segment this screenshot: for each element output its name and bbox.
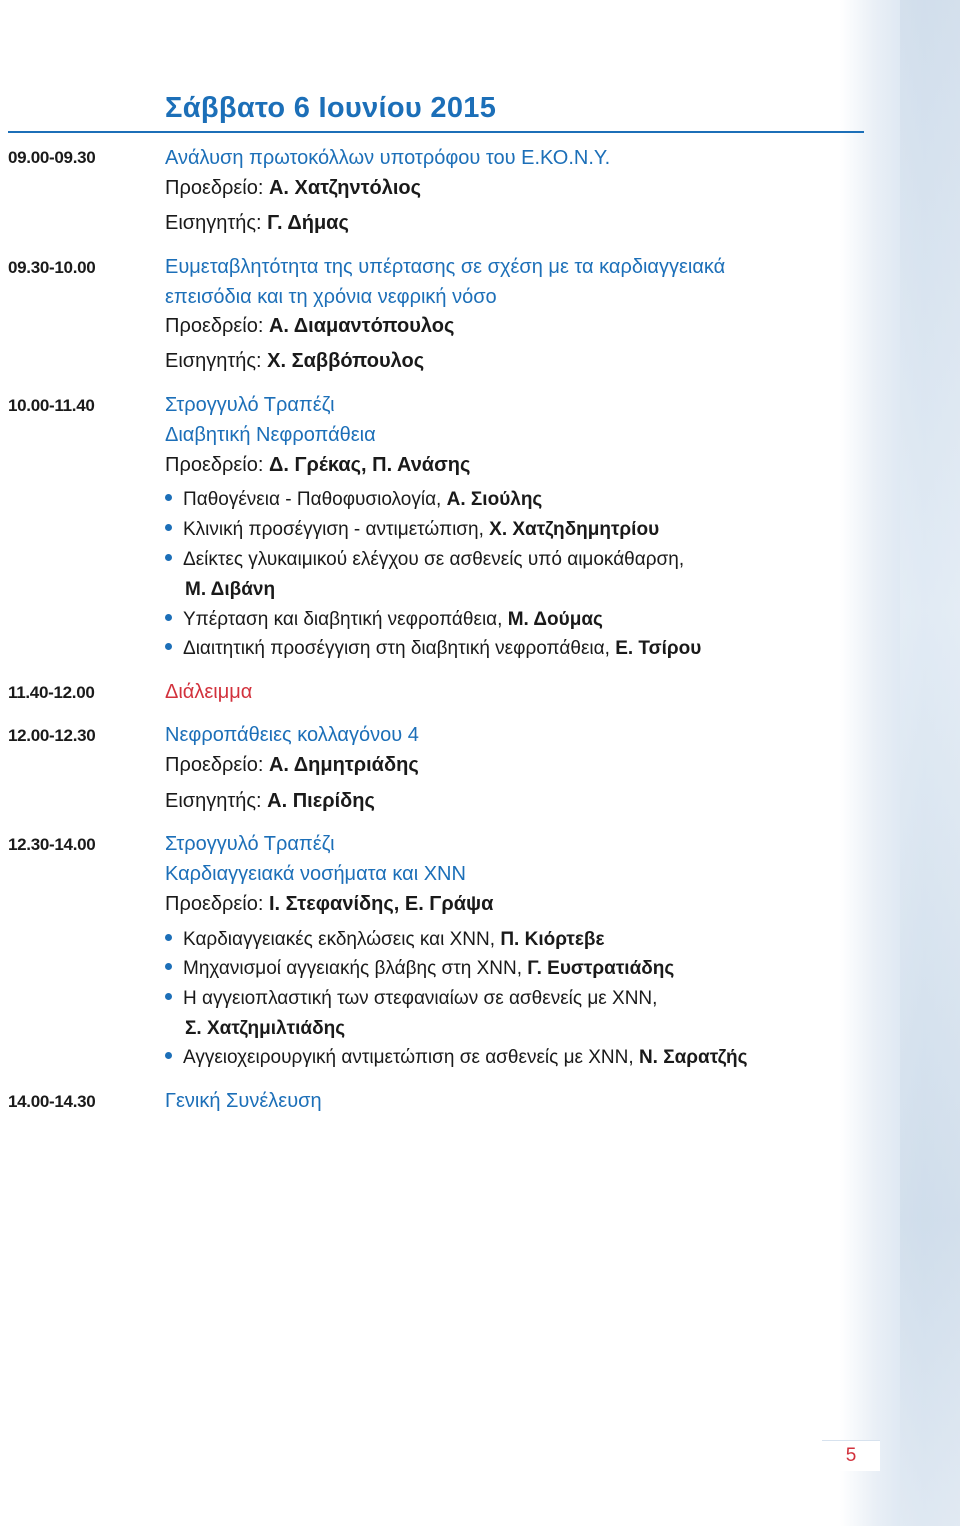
talk-topic: Διαιτητική προσέγγιση στη διαβητική νεφροπάθεια, [183, 638, 616, 659]
talk-topic: Η αγγειοπλαστική των στεφανιαίων σε ασθενείς με ΧΝΝ, [183, 988, 658, 1009]
speaker-name: Χ. Σαββόπουλος [267, 350, 425, 372]
session-title: Στρογγυλό Τραπέζι [165, 833, 335, 855]
speaker-name: Α. Πιερίδης [267, 790, 375, 812]
bullet-icon [165, 614, 172, 621]
talk-speaker: Χ. Χατζηδημητρίου [489, 519, 660, 540]
bullet-icon [165, 494, 172, 501]
chair-names: Δ. Γρέκας, Π. Ανάσης [268, 454, 471, 476]
bullet-icon [165, 1052, 172, 1059]
talk-speaker: Α. Σιούλης [446, 489, 543, 510]
talk-speaker: Σ. Χατζημιλτιάδης [185, 1018, 346, 1039]
session-time: 11.40-12.00 [8, 683, 95, 702]
chair-label: Προεδρείο: [165, 754, 269, 776]
session-title-line-2: επεισόδια και τη χρόνια νεφρική νόσο [165, 286, 497, 308]
talk-speaker: Μ. Διβάνη [185, 579, 276, 600]
talk-item [165, 634, 701, 664]
bullet-icon [165, 993, 172, 1000]
session-time: 12.00-12.30 [8, 726, 96, 745]
talk-item [165, 954, 674, 984]
page-title: Σάββατο 6 Ιουνίου 2015 [165, 92, 497, 124]
talk-speaker: Ν. Σαρατζής [638, 1047, 748, 1068]
session-subtitle: Διαβητική Νεφροπάθεια [165, 424, 376, 446]
chair-line [165, 750, 419, 780]
bullet-icon [165, 963, 172, 970]
session-time: 09.30-10.00 [8, 258, 96, 277]
chair-label: Προεδρείο: [165, 893, 269, 915]
talk-topic: Αγγειοχειρουργική αντιμετώπιση σε ασθενείς με ΧΝΝ, [183, 1047, 639, 1068]
speaker-line [165, 208, 349, 238]
chair-label: Προεδρείο: [165, 315, 269, 337]
talk-topic: Κλινική προσέγγιση - αντιμετώπιση, [183, 519, 490, 540]
decorative-side-gradient [900, 0, 960, 1526]
talk-item [165, 925, 605, 955]
talk-topic: Παθογένεια - Παθοφυσιολογία, [183, 489, 447, 510]
chair-names: Α. Διαμαντόπουλος [268, 315, 455, 337]
session-time: 09.00-09.30 [8, 148, 96, 167]
speaker-line [165, 346, 424, 376]
session-title-line-1: Ευμεταβλητότητα της υπέρτασης σε σχέση με τα καρδιαγγειακά [165, 256, 726, 278]
chair-label: Προεδρείο: [165, 454, 269, 476]
title-divider [8, 131, 864, 133]
session-title: Νεφροπάθειες κολλαγόνου 4 [165, 724, 419, 746]
speaker-name: Γ. Δήμας [267, 212, 349, 234]
speaker-label: Εισηγητής: [165, 790, 268, 812]
chair-names: Α. Χατζηντόλιος [268, 177, 422, 199]
talk-item [165, 485, 542, 515]
talk-item [165, 515, 659, 545]
page-number: 5 [822, 1440, 880, 1471]
session-title: Ανάλυση πρωτοκόλλων υποτρόφου του Ε.ΚΟ.Ν.Υ. [165, 147, 611, 169]
chair-line [165, 889, 493, 919]
talk-topic: Υπέρταση και διαβητική νεφροπάθεια, [183, 609, 508, 630]
talk-speaker: Μ. Δούμας [507, 609, 603, 630]
talk-item [165, 1043, 747, 1073]
talk-item [165, 605, 603, 635]
talk-item [165, 545, 684, 575]
chair-label: Προεδρείο: [165, 177, 269, 199]
session-subtitle: Καρδιαγγειακά νοσήματα και ΧΝΝ [165, 863, 466, 885]
talk-topic: Μηχανισμοί αγγειακής βλάβης στη ΧΝΝ, [183, 958, 528, 979]
bullet-icon [165, 934, 172, 941]
bullet-icon [165, 524, 172, 531]
chair-line [165, 311, 454, 341]
talk-topic: Καρδιαγγειακές εκδηλώσεις και ΧΝΝ, [183, 929, 501, 950]
talk-item [165, 984, 657, 1014]
talk-speaker: Π. Κιόρτεβε [500, 929, 605, 950]
chair-line [165, 173, 421, 203]
session-time: 14.00-14.30 [8, 1092, 96, 1111]
talk-speaker: Γ. Ευστρατιάδης [527, 958, 675, 979]
chair-line [165, 450, 470, 480]
chair-names: Ι. Στεφανίδης, Ε. Γράψα [268, 893, 494, 915]
session-time: 12.30-14.00 [8, 835, 96, 854]
session-title: Στρογγυλό Τραπέζι [165, 394, 335, 416]
break-title: Διάλειμμα [165, 681, 253, 703]
speaker-label: Εισηγητής: [165, 212, 268, 234]
bullet-icon [165, 554, 172, 561]
talk-topic: Δείκτες γλυκαιμικού ελέγχου σε ασθενείς υπό αιμοκάθαρση, [183, 549, 685, 570]
bullet-icon [165, 643, 172, 650]
speaker-line [165, 786, 375, 816]
session-title: Γενική Συνέλευση [165, 1090, 322, 1112]
chair-names: Α. Δημητριάδης [268, 754, 419, 776]
talk-speaker: Ε. Τσίρου [615, 638, 702, 659]
session-time: 10.00-11.40 [8, 396, 95, 415]
speaker-label: Εισηγητής: [165, 350, 268, 372]
